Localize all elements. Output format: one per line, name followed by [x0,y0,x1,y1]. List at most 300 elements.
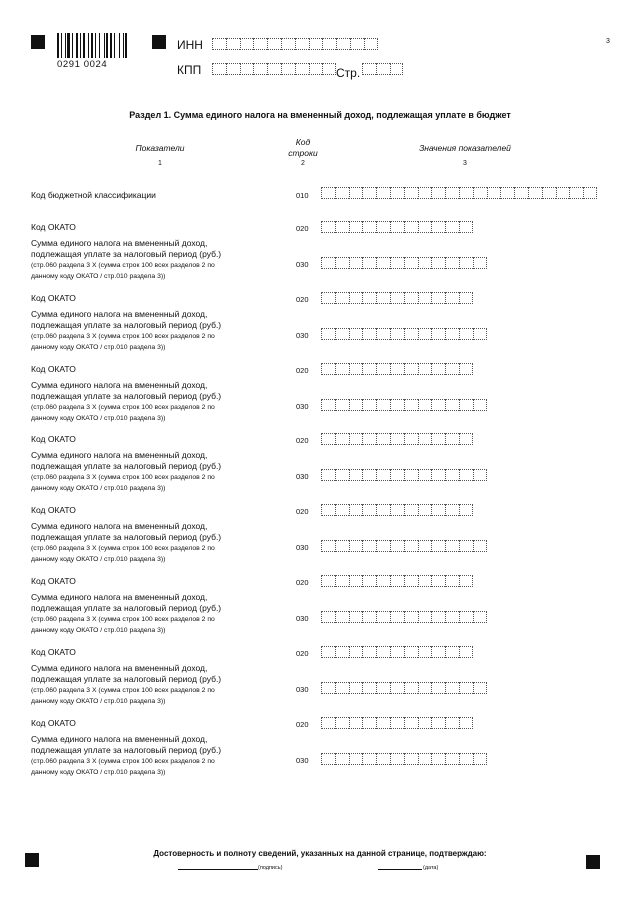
tax-sum-label-line: Сумма единого налога на вмененный доход, [31,308,208,319]
tax-sum-cell[interactable] [321,328,335,340]
column-header-code-line2: строки [288,148,318,158]
okato-cell[interactable] [418,221,432,233]
inn-cell[interactable] [336,38,350,50]
okato-cell[interactable] [418,575,432,587]
okato-cell[interactable] [321,717,335,729]
okato-cell[interactable] [404,575,418,587]
tax-sum-cell[interactable] [362,257,376,269]
tax-sum-cell[interactable] [376,399,390,411]
tax-sum-cell[interactable] [418,257,432,269]
kpp-cell[interactable] [309,63,323,75]
tax-sum-cell[interactable] [473,257,487,269]
okato-cell[interactable] [390,646,404,658]
okato-cell[interactable] [459,646,473,658]
tax-sum-cell[interactable] [431,753,445,765]
tax-sum-cell[interactable] [445,257,459,269]
tax-sum-label-line: подлежащая уплате за налоговый период (руб.) [31,744,222,755]
tax-sum-cell[interactable] [335,611,349,623]
okato-cell[interactable] [445,292,459,304]
kbk-cell[interactable] [487,187,501,199]
okato-cell[interactable] [390,504,404,516]
tax-sum-cell[interactable] [431,611,445,623]
tax-sum-cell[interactable] [390,469,404,481]
okato-cell[interactable] [349,221,363,233]
okato-cell[interactable] [362,363,376,375]
tax-sum-cell[interactable] [335,682,349,694]
okato-cell[interactable] [349,646,363,658]
okato-cell[interactable] [321,363,335,375]
tax-sum-cell[interactable] [349,257,363,269]
tax-sum-cell[interactable] [418,611,432,623]
tax-sum-label-line: Сумма единого налога на вмененный доход, [31,662,208,673]
tax-sum-note-line: данному коду ОКАТО / стр.010 раздела 3)) [31,485,166,493]
tax-sum-cell[interactable] [404,257,418,269]
inn-cell[interactable] [295,38,309,50]
tax-sum-cell[interactable] [445,328,459,340]
okato-cell[interactable] [459,717,473,729]
tax-sum-cell[interactable] [404,682,418,694]
okato-cell[interactable] [404,717,418,729]
okato-cell[interactable] [459,292,473,304]
tax-sum-cell[interactable] [321,257,335,269]
tax-sum-cell[interactable] [431,399,445,411]
kbk-cell[interactable] [500,187,514,199]
okato-cell[interactable] [335,292,349,304]
tax-sum-field[interactable] [321,328,487,340]
column-header-indicators: Показатели [135,143,185,153]
okato-cell[interactable] [459,221,473,233]
kbk-cell[interactable] [431,187,445,199]
tax-sum-cell[interactable] [321,611,335,623]
inn-cell[interactable] [212,38,226,50]
okato-cell[interactable] [349,575,363,587]
kpp-cell[interactable] [212,63,226,75]
corner-marker-top-left [31,35,45,49]
okato-cell[interactable] [362,221,376,233]
okato-cell[interactable] [431,221,445,233]
tax-sum-cell[interactable] [376,682,390,694]
tax-sum-cell[interactable] [376,753,390,765]
tax-sum-cell[interactable] [390,682,404,694]
okato-cell[interactable] [445,575,459,587]
inn-cell[interactable] [253,38,267,50]
okato-cell[interactable] [431,292,445,304]
tax-sum-cell[interactable] [335,257,349,269]
inn-cell[interactable] [267,38,281,50]
tax-sum-cell[interactable] [349,753,363,765]
kbk-field[interactable] [321,187,597,199]
tax-sum-label-line: подлежащая уплате за налоговый период (руб.) [31,249,222,259]
tax-sum-cell[interactable] [362,328,376,340]
tax-sum-cell[interactable] [445,540,459,552]
okato-label: Код ОКАТО [31,434,76,445]
okato-field[interactable] [321,504,473,516]
kpp-cell[interactable] [322,63,336,75]
okato-cell[interactable] [349,717,363,729]
column-header-code-line1: Код [295,137,311,147]
tax-sum-cell[interactable] [418,399,432,411]
kbk-cell[interactable] [362,187,376,199]
page-cell[interactable] [376,63,390,75]
tax-sum-label-line: Сумма единого налога на вмененный доход, [31,379,208,390]
tax-sum-cell[interactable] [321,469,335,481]
okato-cell[interactable] [445,717,459,729]
okato-cell[interactable] [376,433,390,445]
tax-sum-cell[interactable] [321,753,335,765]
okato-field[interactable] [321,292,473,304]
okato-code: 020 [296,719,309,729]
tax-sum-cell[interactable] [431,682,445,694]
tax-sum-cell[interactable] [376,469,390,481]
tax-sum-cell[interactable] [349,399,363,411]
tax-sum-cell[interactable] [445,469,459,481]
tax-sum-cell[interactable] [418,540,432,552]
tax-sum-description [31,734,281,778]
okato-cell[interactable] [362,433,376,445]
tax-sum-field[interactable] [321,540,487,552]
tax-sum-cell[interactable] [418,328,432,340]
tax-sum-cell[interactable] [390,399,404,411]
tax-sum-cell[interactable] [362,753,376,765]
tax-sum-cell[interactable] [473,611,487,623]
barcode-bar [61,33,62,58]
kbk-cell[interactable] [569,187,583,199]
okato-cell[interactable] [321,221,335,233]
okato-label: Код ОКАТО [31,717,76,728]
okato-cell[interactable] [362,575,376,587]
tax-sum-note-line: (стр.060 раздела 3 X (сумма строк 100 всех разделов 2 по [31,616,215,623]
tax-sum-cell[interactable] [349,328,363,340]
tax-sum-cell[interactable] [362,399,376,411]
okato-cell[interactable] [445,433,459,445]
kbk-code: 010 [296,191,309,200]
tax-sum-description [31,238,281,282]
tax-sum-cell[interactable] [349,469,363,481]
barcode-bar [67,33,70,58]
tax-sum-cell[interactable] [376,328,390,340]
kpp-cell[interactable] [295,63,309,75]
tax-sum-field[interactable] [321,753,487,765]
tax-sum-cell[interactable] [418,753,432,765]
okato-code: 020 [296,648,309,658]
tax-sum-cell[interactable] [390,540,404,552]
kpp-cell[interactable] [281,63,295,75]
okato-cell[interactable] [335,717,349,729]
okato-cell[interactable] [335,646,349,658]
tax-sum-cell[interactable] [335,753,349,765]
okato-cell[interactable] [431,504,445,516]
kbk-cell[interactable] [556,187,570,199]
tax-sum-label-line: Сумма единого налога на вмененный доход, [31,450,208,461]
column-number-3: 3 [463,160,467,167]
okato-cell[interactable] [459,575,473,587]
inn-cell[interactable] [240,38,254,50]
tax-sum-cell[interactable] [459,257,473,269]
barcode-bar [99,33,100,58]
kpp-field[interactable] [212,63,336,75]
tax-sum-label-line: подлежащая уплате за налоговый период (руб.) [31,461,222,472]
barcode-bar [119,33,120,58]
kpp-cell[interactable] [267,63,281,75]
tax-sum-cell[interactable] [473,753,487,765]
okato-field[interactable] [321,646,473,658]
tax-sum-cell[interactable] [459,469,473,481]
okato-cell[interactable] [349,292,363,304]
tax-sum-cell[interactable] [431,328,445,340]
okato-cell[interactable] [418,717,432,729]
kpp-label: КПП [177,63,202,77]
tax-sum-cell[interactable] [321,682,335,694]
okato-cell[interactable] [404,646,418,658]
tax-sum-cell[interactable] [349,611,363,623]
page-number: 3 [606,38,610,45]
kbk-cell[interactable] [514,187,528,199]
tax-sum-cell[interactable] [459,399,473,411]
okato-cell[interactable] [335,363,349,375]
okato-cell[interactable] [321,575,335,587]
okato-cell[interactable] [445,504,459,516]
tax-sum-cell[interactable] [404,611,418,623]
okato-cell[interactable] [349,504,363,516]
okato-cell[interactable] [404,292,418,304]
tax-sum-cell[interactable] [335,469,349,481]
okato-cell[interactable] [349,363,363,375]
tax-sum-note-line: (стр.060 раздела 3 X (сумма строк 100 всех разделов 2 по [31,332,215,340]
okato-cell[interactable] [418,504,432,516]
tax-sum-field[interactable] [321,257,487,269]
tax-sum-cell[interactable] [376,257,390,269]
tax-sum-cell[interactable] [362,611,376,623]
tax-sum-cell[interactable] [418,469,432,481]
tax-sum-cell[interactable] [445,611,459,623]
okato-cell[interactable] [459,504,473,516]
tax-sum-description [31,592,281,636]
page-cell[interactable] [362,63,376,75]
kpp-cell[interactable] [226,63,240,75]
okato-cell[interactable] [404,221,418,233]
okato-cell[interactable] [431,717,445,729]
date-caption: (дата) [423,865,439,871]
inn-cell[interactable] [281,38,295,50]
kbk-cell[interactable] [404,187,418,199]
page-label: Стр. [336,66,361,80]
inn-cell[interactable] [322,38,336,50]
column-number-1: 1 [158,160,162,167]
kbk-label: Код бюджетной классификации [31,190,156,200]
barcode-bar [114,33,115,58]
okato-cell[interactable] [362,292,376,304]
tax-sum-cell[interactable] [390,753,404,765]
okato-cell[interactable] [418,363,432,375]
okato-cell[interactable] [431,433,445,445]
barcode-bar [80,33,81,58]
tax-sum-cell[interactable] [459,540,473,552]
tax-sum-cell[interactable] [404,399,418,411]
okato-cell[interactable] [321,646,335,658]
okato-cell[interactable] [390,433,404,445]
okato-cell[interactable] [376,646,390,658]
okato-label: Код ОКАТО [31,576,76,586]
inn-cell[interactable] [226,38,240,50]
okato-cell[interactable] [418,292,432,304]
kbk-cell[interactable] [376,187,390,199]
tax-sum-cell[interactable] [404,540,418,552]
tax-sum-cell[interactable] [473,399,487,411]
tax-sum-cell[interactable] [431,540,445,552]
okato-cell[interactable] [404,504,418,516]
kbk-cell[interactable] [583,187,597,199]
okato-cell[interactable] [362,717,376,729]
okato-cell[interactable] [349,433,363,445]
tax-sum-cell[interactable] [390,257,404,269]
okato-cell[interactable] [376,221,390,233]
tax-sum-label-line: Сумма единого налога на вмененный доход, [31,238,208,248]
tax-sum-field[interactable] [321,611,487,623]
okato-cell[interactable] [376,717,390,729]
okato-cell[interactable] [445,363,459,375]
tax-sum-code: 030 [296,401,309,411]
kbk-cell[interactable] [349,187,363,199]
tax-sum-field[interactable] [321,399,487,411]
okato-field[interactable] [321,717,473,729]
tax-sum-cell[interactable] [362,469,376,481]
tax-sum-cell[interactable] [321,540,335,552]
tax-sum-cell[interactable] [390,611,404,623]
okato-cell[interactable] [431,575,445,587]
kbk-cell[interactable] [390,187,404,199]
okato-cell[interactable] [418,433,432,445]
tax-sum-cell[interactable] [390,328,404,340]
tax-sum-field[interactable] [321,682,487,694]
okato-cell[interactable] [431,646,445,658]
signature-line[interactable] [178,869,258,870]
okato-cell[interactable] [459,433,473,445]
okato-cell[interactable] [376,292,390,304]
okato-cell[interactable] [335,221,349,233]
okato-field[interactable] [321,363,473,375]
tax-sum-cell[interactable] [404,753,418,765]
tax-sum-cell[interactable] [459,328,473,340]
okato-cell[interactable] [390,575,404,587]
tax-sum-cell[interactable] [376,540,390,552]
signature-caption: (подпись) [258,865,283,871]
tax-sum-cell[interactable] [418,682,432,694]
kbk-cell[interactable] [418,187,432,199]
tax-sum-cell[interactable] [376,611,390,623]
okato-cell[interactable] [390,717,404,729]
tax-sum-cell[interactable] [431,257,445,269]
okato-code: 020 [296,507,309,517]
tax-sum-cell[interactable] [404,469,418,481]
okato-field[interactable] [321,433,473,445]
kbk-cell[interactable] [528,187,542,199]
tax-sum-cell[interactable] [473,328,487,340]
tax-sum-label-line: подлежащая уплате за налоговый период (руб.) [31,603,222,613]
page-field[interactable] [362,63,403,75]
okato-cell[interactable] [431,363,445,375]
tax-sum-cell[interactable] [445,753,459,765]
tax-sum-code: 030 [296,543,309,553]
barcode-bar [83,33,85,58]
page-cell[interactable] [390,63,404,75]
okato-cell[interactable] [376,504,390,516]
tax-sum-cell[interactable] [349,682,363,694]
tax-sum-cell[interactable] [362,540,376,552]
kbk-cell[interactable] [335,187,349,199]
okato-cell[interactable] [376,575,390,587]
kbk-cell[interactable] [473,187,487,199]
okato-cell[interactable] [335,504,349,516]
okato-cell[interactable] [404,363,418,375]
kbk-cell[interactable] [459,187,473,199]
tax-sum-description [31,663,281,707]
okato-cell[interactable] [335,575,349,587]
okato-field[interactable] [321,575,473,587]
tax-sum-cell[interactable] [335,540,349,552]
inn-cell[interactable] [309,38,323,50]
okato-cell[interactable] [390,292,404,304]
tax-sum-cell[interactable] [445,399,459,411]
kbk-cell[interactable] [542,187,556,199]
tax-sum-cell[interactable] [431,469,445,481]
tax-sum-cell[interactable] [473,682,487,694]
tax-sum-cell[interactable] [459,682,473,694]
okato-cell[interactable] [404,433,418,445]
okato-cell[interactable] [321,433,335,445]
okato-cell[interactable] [362,646,376,658]
tax-sum-label-line: подлежащая уплате за налоговый период (руб.) [31,532,222,543]
okato-cell[interactable] [335,433,349,445]
okato-cell[interactable] [362,504,376,516]
tax-sum-label-line: Сумма единого налога на вмененный доход, [31,592,208,602]
okato-cell[interactable] [376,363,390,375]
okato-cell[interactable] [445,646,459,658]
inn-cell[interactable] [350,38,364,50]
tax-sum-cell[interactable] [362,682,376,694]
okato-field[interactable] [321,221,473,233]
barcode-bar [95,33,96,58]
kpp-cell[interactable] [240,63,254,75]
okato-cell[interactable] [390,221,404,233]
okato-cell[interactable] [445,221,459,233]
okato-cell[interactable] [321,292,335,304]
okato-label: Код ОКАТО [31,292,76,303]
okato-cell[interactable] [390,363,404,375]
tax-sum-cell[interactable] [459,611,473,623]
tax-sum-cell[interactable] [349,540,363,552]
inn-field[interactable] [212,38,378,50]
kbk-cell[interactable] [321,187,335,199]
okato-cell[interactable] [321,504,335,516]
tax-sum-field[interactable] [321,469,487,481]
kbk-cell[interactable] [445,187,459,199]
date-line[interactable] [378,869,422,870]
tax-sum-cell[interactable] [445,682,459,694]
tax-sum-cell[interactable] [335,328,349,340]
tax-sum-cell[interactable] [473,540,487,552]
kpp-cell[interactable] [253,63,267,75]
tax-sum-cell[interactable] [335,399,349,411]
okato-cell[interactable] [459,363,473,375]
barcode-number: 0291 0024 [57,59,108,70]
column-header-values: Значения показателей [419,143,511,153]
tax-sum-cell[interactable] [473,469,487,481]
inn-cell[interactable] [364,38,378,50]
tax-sum-cell[interactable] [459,753,473,765]
tax-sum-cell[interactable] [321,399,335,411]
tax-sum-cell[interactable] [404,328,418,340]
okato-cell[interactable] [418,646,432,658]
